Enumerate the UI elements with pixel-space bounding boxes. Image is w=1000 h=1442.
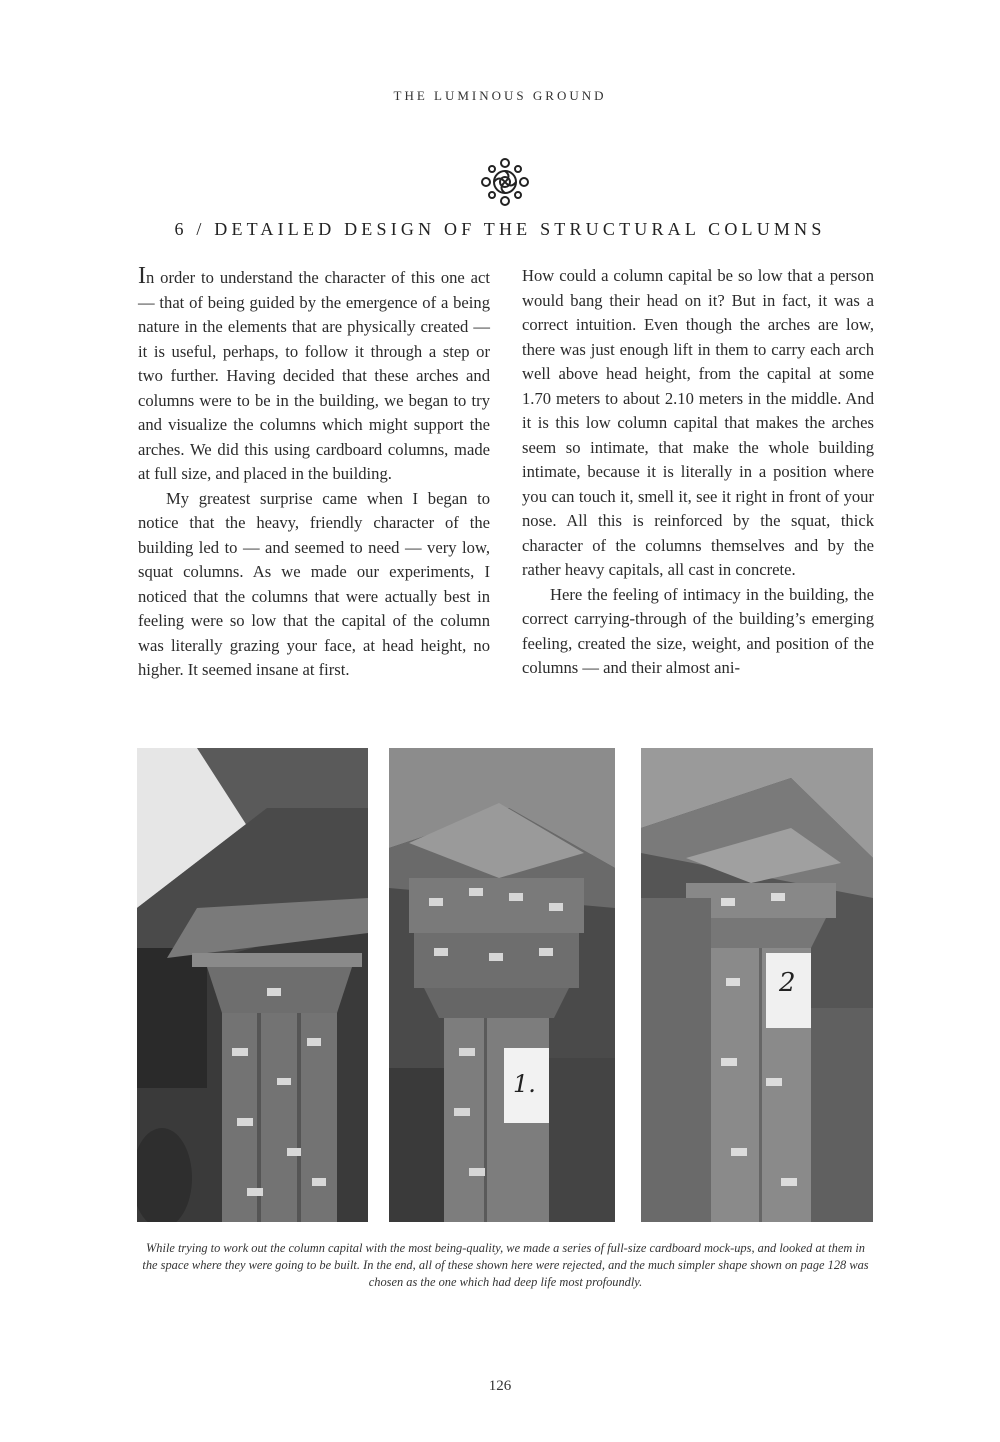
chapter-title: 6 / DETAILED DESIGN OF THE STRUCTURAL COLUMNS [174,219,826,239]
drop-cap: I [138,263,146,289]
column-mockup-photo-1 [137,748,368,1222]
body-column-left [138,264,490,683]
column-mockup-photo-2 [389,748,615,1222]
paragraph: How could a column capital be so low that a person would bang their head on it? But in fact, it was a correct intuition. Even though the arches are low, there was just enough lift in them to carry each arch well above head height, from the capital at some 1.70 meters to about 2.10 meters in the middle. And it is this low column capital that makes the arches seem so intimate, that make the whole building intimate, because it is literally in a position where you can touch it, smell it, see it right in front of your nose. All this is reinforced by the squat, thick character of the columns themselves and by the rather heavy capitals, all cast in concrete. [522,266,874,579]
celtic-knot-ornament-icon [479,156,531,208]
paragraph: Here the feeling of intimacy in the building, the correct carrying-through of the building’s emerging feeling, created the size, weight, and position of the columns — and their almost ani- [522,584,874,677]
body-column-right [522,264,874,681]
paragraph [138,264,490,487]
column-mockup-photo-3 [641,748,873,1222]
paragraph-text: n order to understand the character of this one act — that of being guided by the emergence of a being nature in the elements that are physically created — it is useful, perhaps, to follow it through a step or two further. Having decided that these arches and columns were to be in the building, we began to try and visualize the columns which might support the arches. We did this using cardboard columns, made at full size, and placed in the building. [138,268,490,483]
column-number-label: 1. [513,1070,536,1098]
running-head: THE LUMINOUS GROUND [393,88,607,103]
column-number-label: 2 [779,968,796,998]
page-number: 126 [488,1378,512,1394]
paragraph: My greatest surprise came when I began to notice that the heavy, friendly character of the building led to — and seemed to need — very low, squat columns. As we made our experiments, I noticed that the columns that were actually best in feeling were so low that the capital of the column was literally grazing your face, at head height, no higher. It seemed insane at first. [138,488,490,679]
figure-caption: While trying to work out the column capital with the most being-quality, we made a series of full-size cardboard mock-ups, and looked at them in the space where they were going to be built. In the end, all of these shown here were rejected, and the much simpler shape shown on page 128 was chosen as the one which had deep life most profoundly. [142,1241,869,1289]
